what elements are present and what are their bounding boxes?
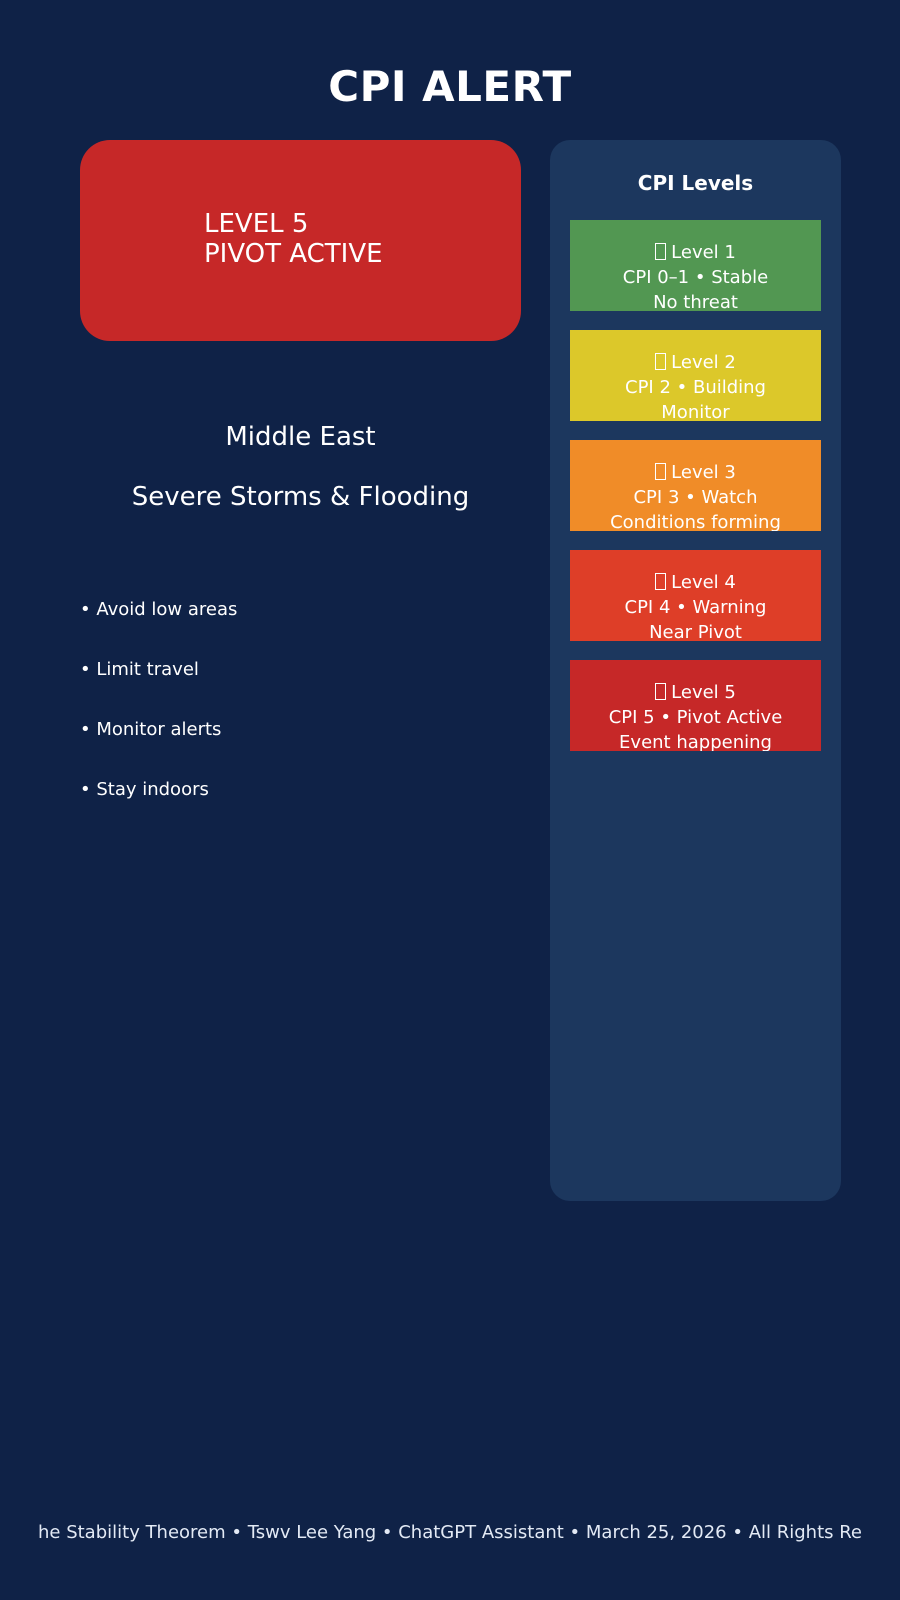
level-range: CPI 0–1 • Stable bbox=[622, 267, 769, 288]
level-note: Conditions forming bbox=[610, 512, 781, 531]
action-item: • Monitor alerts bbox=[80, 719, 222, 740]
level-range: CPI 3 • Watch bbox=[633, 487, 758, 508]
alert-level-label: LEVEL 5 bbox=[204, 209, 309, 239]
level-card-3 bbox=[570, 440, 821, 531]
level-label: Level 1 bbox=[671, 242, 736, 263]
page-title: CPI ALERT bbox=[328, 62, 572, 111]
alert-level-card bbox=[80, 140, 521, 341]
level-note: Near Pivot bbox=[649, 622, 742, 641]
level-range: CPI 4 • Warning bbox=[624, 597, 767, 618]
level-range: CPI 5 • Pivot Active bbox=[608, 707, 783, 728]
level-note: Event happening bbox=[619, 732, 772, 751]
missing-glyph-icon bbox=[655, 683, 666, 700]
level-label: Level 5 bbox=[671, 682, 736, 703]
level-card-5 bbox=[570, 660, 821, 751]
level-note: No threat bbox=[653, 292, 738, 311]
level-range: CPI 2 • Building bbox=[625, 377, 766, 398]
missing-glyph-icon bbox=[655, 243, 666, 260]
footer-credits: he Stability Theorem • Tswv Lee Yang • ChatGPT Assistant • March 25, 2026 • All Rights Re bbox=[37, 1522, 863, 1543]
missing-glyph-icon bbox=[655, 353, 666, 370]
panel-title: CPI Levels bbox=[637, 171, 754, 195]
alert-text bbox=[204, 209, 383, 269]
action-item: • Avoid low areas bbox=[80, 599, 238, 620]
level-card-2 bbox=[570, 330, 821, 421]
action-item: • Limit travel bbox=[80, 659, 199, 680]
missing-glyph-icon bbox=[655, 573, 666, 590]
level-label: Level 3 bbox=[671, 462, 736, 483]
level-label: Level 4 bbox=[671, 572, 736, 593]
alert-status-label: PIVOT ACTIVE bbox=[204, 239, 383, 269]
level-card-1 bbox=[570, 220, 821, 311]
level-label: Level 2 bbox=[671, 352, 736, 373]
event-region: Middle East bbox=[225, 422, 376, 452]
level-card-4 bbox=[570, 550, 821, 641]
level-note: Monitor bbox=[661, 402, 730, 421]
action-item: • Stay indoors bbox=[80, 779, 209, 800]
missing-glyph-icon bbox=[655, 463, 666, 480]
cpi-levels-panel bbox=[550, 140, 841, 1201]
action-list bbox=[80, 598, 237, 838]
event-type: Severe Storms & Flooding bbox=[131, 482, 470, 512]
